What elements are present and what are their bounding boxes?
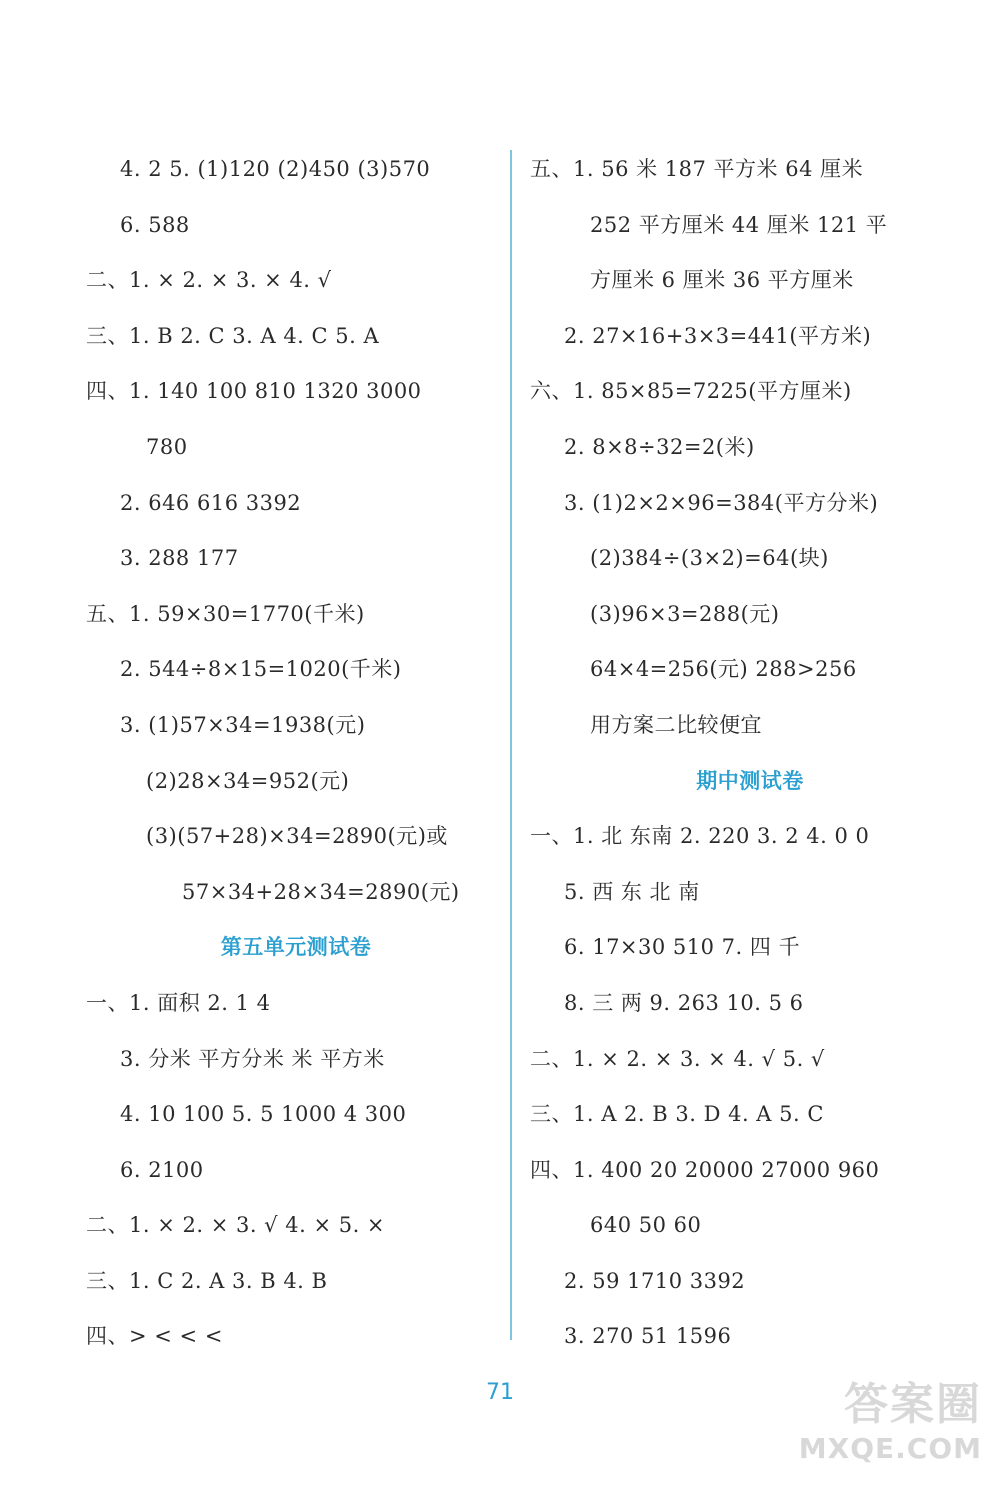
answer-line: 6. 17×30 510 7. 四 千	[564, 935, 801, 960]
answer-line: 57×34+28×34=2890(元)	[182, 879, 460, 904]
answer-line: 2. 59 1710 3392	[564, 1268, 746, 1293]
answer-line: 三、1. C 2. A 3. B 4. B	[86, 1268, 328, 1293]
answer-line: 二、1. × 2. × 3. √ 4. × 5. ×	[86, 1213, 386, 1238]
column-divider	[510, 150, 512, 1340]
section-title: 期中测试卷	[696, 768, 804, 793]
answer-line: 2. 544÷8×15=1020(千米)	[120, 657, 402, 682]
answer-line: (3)(57+28)×34=2890(元)或	[146, 824, 448, 849]
watermark-logo	[752, 1378, 982, 1473]
answer-line: 六、1. 85×85=7225(平方厘米)	[530, 379, 852, 404]
answer-line: 二、1. × 2. × 3. × 4. √ 5. √	[530, 1046, 825, 1071]
answer-line: 三、1. A 2. B 3. D 4. A 5. C	[530, 1102, 824, 1127]
answer-line: 64×4=256(元) 288>256	[590, 657, 857, 682]
answer-line: 3. 288 177	[120, 546, 239, 571]
answer-line: 二、1. × 2. × 3. × 4. √	[86, 268, 332, 293]
answer-line: (3)96×3=288(元)	[590, 601, 780, 626]
answer-line: (2)28×34=952(元)	[146, 768, 350, 793]
answer-line: 640 50 60	[590, 1213, 702, 1238]
answer-line: 四、1. 400 20 20000 27000 960	[530, 1157, 880, 1182]
answer-line: (2)384÷(3×2)=64(块)	[590, 546, 829, 571]
answer-line: 3. 270 51 1596	[564, 1324, 732, 1349]
answer-line: 5. 西 东 北 南	[564, 879, 700, 904]
right-column	[530, 142, 970, 1365]
answer-line: 4. 10 100 5. 5 1000 4 300	[120, 1102, 407, 1127]
watermark-en: MXQE.COM	[798, 1432, 982, 1465]
answer-line: 2. 646 616 3392	[120, 490, 302, 515]
answer-line: 用方案二比较便宜	[590, 712, 762, 737]
answer-line: 4. 2 5. (1)120 (2)450 (3)570	[120, 157, 431, 181]
answer-line: 方厘米 6 厘米 36 平方厘米	[590, 268, 854, 293]
answer-line: 6. 2100	[120, 1157, 204, 1182]
answer-line: 3. 分米 平方分米 米 平方米	[120, 1046, 385, 1071]
answer-line: 四、> < < <	[86, 1324, 223, 1349]
section-title: 第五单元测试卷	[220, 935, 372, 960]
answer-line: 五、1. 59×30=1770(千米)	[86, 601, 365, 626]
page-number: 71	[486, 1380, 514, 1405]
answer-line: 3. (1)57×34=1938(元)	[120, 712, 366, 737]
answer-line: 一、1. 面积 2. 1 4	[86, 990, 271, 1015]
answer-line: 五、1. 56 米 187 平方米 64 厘米	[530, 157, 864, 181]
answer-line: 252 平方厘米 44 厘米 121 平	[590, 212, 888, 237]
left-column	[86, 142, 506, 1365]
answer-line: 三、1. B 2. C 3. A 4. C 5. A	[86, 323, 380, 348]
watermark-cn: 答案圈	[844, 1379, 982, 1430]
answer-line: 2. 27×16+3×3=441(平方米)	[564, 323, 872, 348]
answer-line: 3. (1)2×2×96=384(平方分米)	[564, 490, 879, 515]
answer-line: 四、1. 140 100 810 1320 3000	[86, 379, 422, 404]
answer-line: 2. 8×8÷32=2(米)	[564, 434, 755, 459]
answer-line: 6. 588	[120, 212, 190, 237]
answer-line: 一、1. 北 东南 2. 220 3. 2 4. 0 0	[530, 824, 870, 849]
answer-line: 780	[146, 434, 188, 459]
answer-line: 8. 三 两 9. 263 10. 5 6	[564, 990, 804, 1015]
